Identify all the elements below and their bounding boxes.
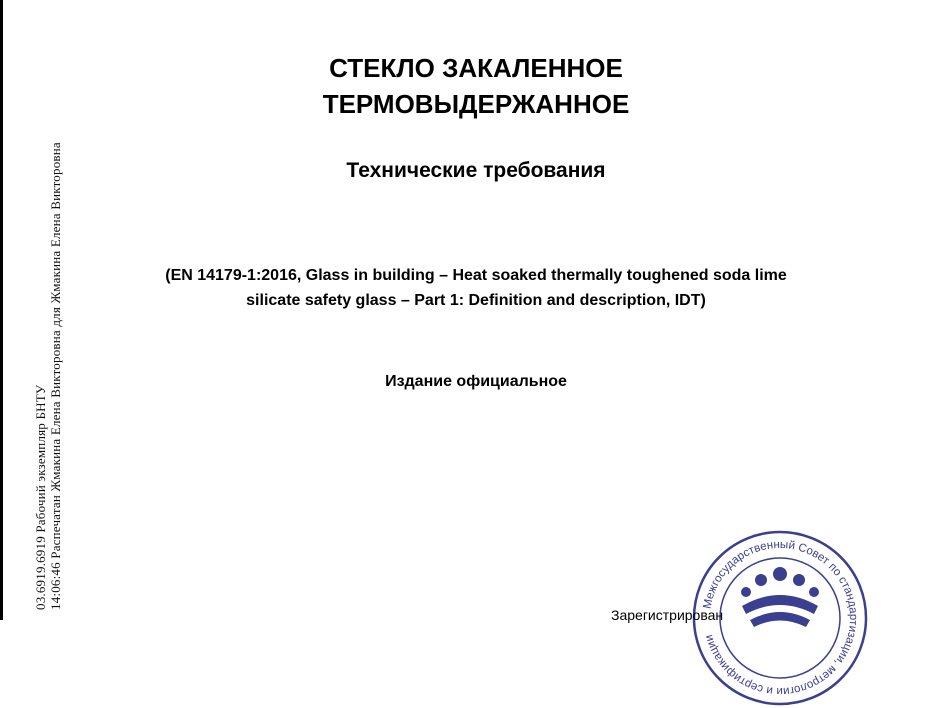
title-line-1: СТЕКЛО ЗАКАЛЕННОЕ	[329, 53, 623, 83]
document-title	[0, 50, 930, 122]
side-stamp-line-2: 14:06:46 Распечатан Жмакина Елена Викторовна для Жмакина Елена Викторовна	[48, 142, 63, 610]
document-subtitle: Технические требования	[346, 159, 606, 182]
en-reference-line-2: silicate safety glass – Part 1: Definition and description, IDT)	[246, 292, 706, 309]
side-stamp-line-1: 03.6919.6919 Рабочий экземпляр БНТУ	[33, 384, 48, 610]
cis-emblem-icon	[741, 567, 819, 627]
title-line-2: ТЕРМОВЫДЕРЖАННОЕ	[322, 89, 630, 119]
seal-ring-text: Межгосударственный Совет по стандартизации, метрологии и сертификации	[701, 538, 860, 698]
en-reference-line-1: (EN 14179-1:2016, Glass in building – Heat soaked thermally toughened soda lime	[165, 267, 787, 284]
en-standard-reference	[100, 263, 852, 313]
edition-label: Издание официальное	[385, 373, 567, 390]
registered-label: Зарегистрирован	[611, 607, 724, 623]
